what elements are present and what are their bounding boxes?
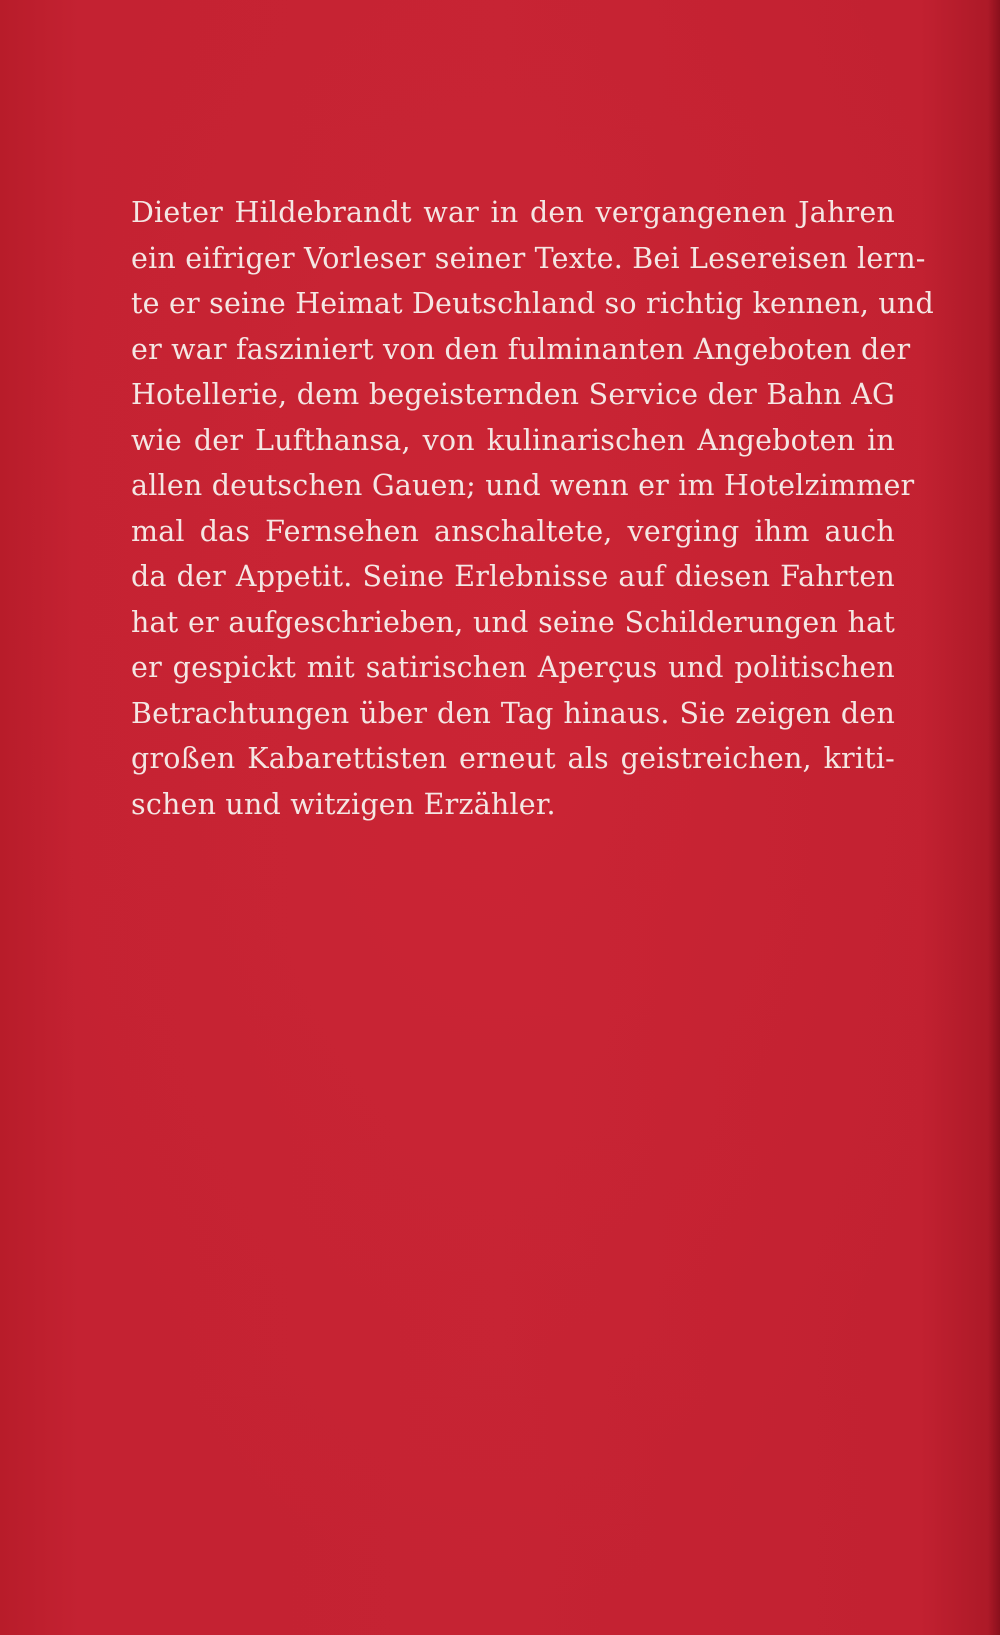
blurb-line: wie der Lufthansa, von kulinarischen Angeboten in [131,423,895,457]
blurb-line: Dieter Hildebrandt war in den vergangenen Jahren [131,196,895,229]
blurb-line: te er seine Heimat Deutschland so richtig kennen, und [131,287,934,320]
blurb-line: mal das Fernsehen anschaltete, verging ihm auch [131,514,895,548]
blurb-line: Hotellerie, dem begeisternden Service der Bahn AG [131,378,895,411]
blurb-line: ein eifriger Vorleser seiner Texte. Bei Lesereisen lern- [131,241,926,275]
blurb-line: allen deutschen Gauen; und wenn er im Hotelzimmer [131,469,915,502]
blurb-line: da der Appetit. Seine Erlebnisse auf diesen Fahrten [131,560,895,593]
blurb-line: schen und witzigen Erzähler. [131,787,556,821]
blurb-line: er war fasziniert von den fulminanten Angeboten der [131,332,911,366]
blurb-text [131,190,934,827]
blurb-line: großen Kabarettisten erneut als geistreichen, kriti- [131,742,895,775]
blurb-line: er gespickt mit satirischen Aperçus und politischen [131,651,895,684]
blurb-line: Betrachtungen über den Tag hinaus. Sie zeigen den [131,696,895,730]
blurb-line: hat er aufgeschrieben, und seine Schilderungen hat [131,605,895,639]
